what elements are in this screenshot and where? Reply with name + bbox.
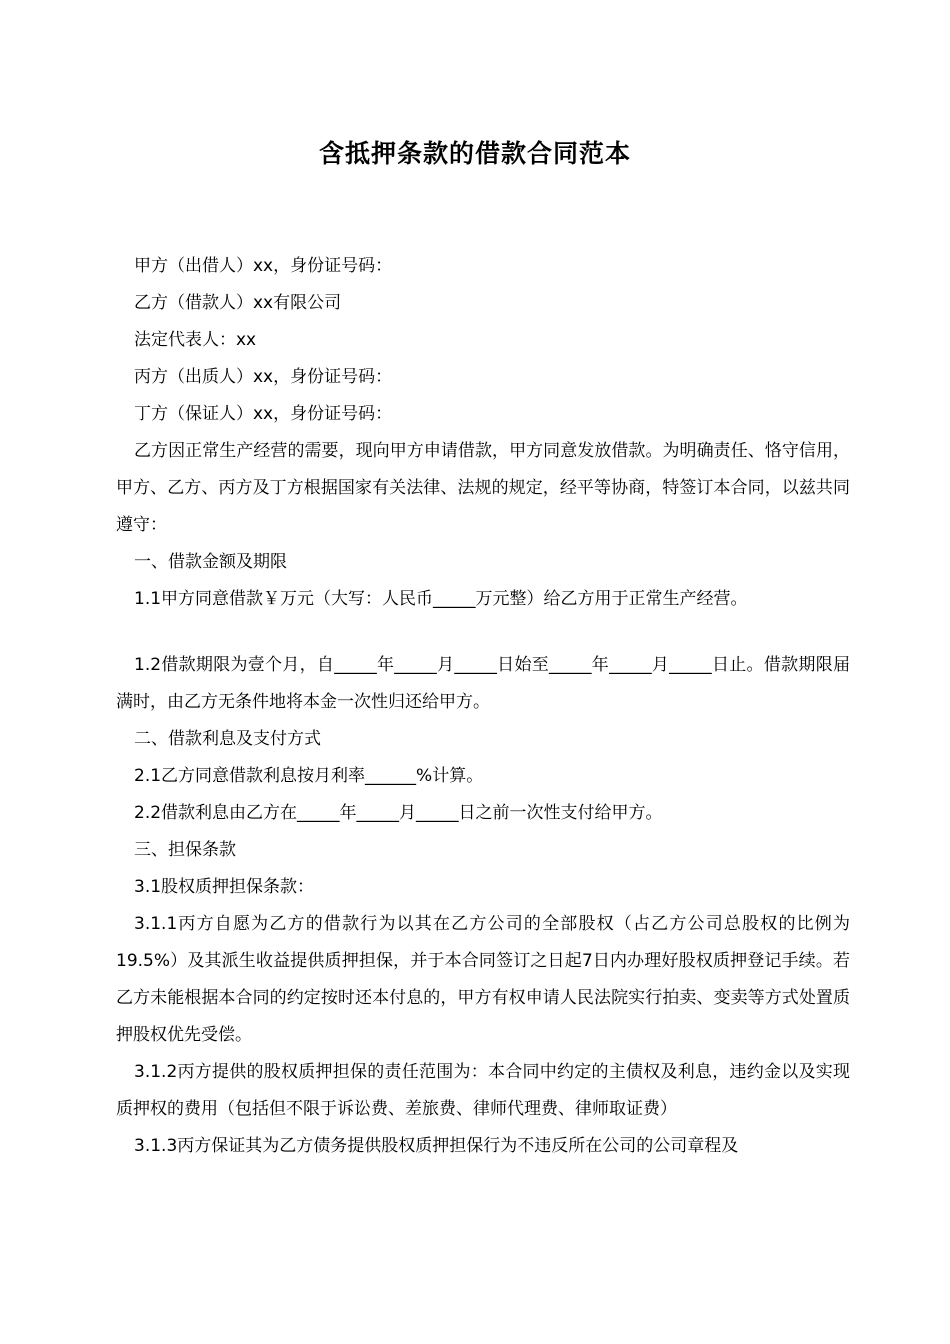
clause-2-1: 2.1乙方同意借款利息按月利率______%计算。 bbox=[134, 766, 484, 786]
party-b-line: 乙方（借款人）xx有限公司 bbox=[134, 293, 342, 313]
section-heading-guarantee: 三、担保条款 bbox=[134, 840, 236, 860]
clause-1-2: 1.2借款期限为壹个月，自_____年_____月_____日始至_____年_____月_____日止。借款期限届满时，由乙方无条件地将本金一次性归还给甲方。 bbox=[116, 655, 850, 712]
clause-1-1: 1.1甲方同意借款￥万元（大写：人民币_____万元整）给乙方用于正常生产经营。 bbox=[134, 589, 748, 609]
clause-3-1: 3.1股权质押担保条款： bbox=[134, 877, 315, 897]
clause-3-1-3: 3.1.3丙方保证其为乙方债务提供股权质押担保行为不违反所在公司的公司章程及 bbox=[134, 1136, 739, 1156]
document-body bbox=[116, 248, 850, 1165]
preamble-paragraph: 乙方因正常生产经营的需要，现向甲方申请借款，甲方同意发放借款。为明确责任、恪守信用，甲方、乙方、丙方及丁方根据国家有关法律、法规的规定，经平等协商，特签订本合同，以兹共同遵守： bbox=[116, 441, 850, 535]
section-heading-loan-amount: 一、借款金额及期限 bbox=[134, 552, 287, 572]
document-title: 含抵押条款的借款合同范本 bbox=[318, 139, 631, 168]
clause-3-1-2: 3.1.2丙方提供的股权质押担保的责任范围为：本合同中约定的主债权及利息，违约金以及实现质押权的费用（包括但不限于诉讼费、差旅费、律师代理费、律师取证费） bbox=[116, 1062, 850, 1119]
legal-representative-line: 法定代表人：xx bbox=[134, 330, 257, 350]
party-c-line: 丙方（出质人）xx，身份证号码： bbox=[134, 367, 393, 387]
party-d-line: 丁方（保证人）xx，身份证号码： bbox=[134, 404, 393, 424]
clause-2-2: 2.2借款利息由乙方在_____年_____月_____日之前一次性支付给甲方。 bbox=[134, 803, 663, 823]
section-heading-interest: 二、借款利息及支付方式 bbox=[134, 729, 321, 749]
clause-3-1-1: 3.1.1丙方自愿为乙方的借款行为以其在乙方公司的全部股权（占乙方公司总股权的比例为19.5%）及其派生收益提供质押担保，并于本合同签订之日起7日内办理好股权质押登记手续。若乙方未能根据本合同的约定按时还本付息的，甲方有权申请人民法院实行拍卖、变卖等方式处置质押股权优先受偿。 bbox=[116, 914, 850, 1045]
party-a-line: 甲方（出借人）xx，身份证号码： bbox=[134, 256, 393, 276]
